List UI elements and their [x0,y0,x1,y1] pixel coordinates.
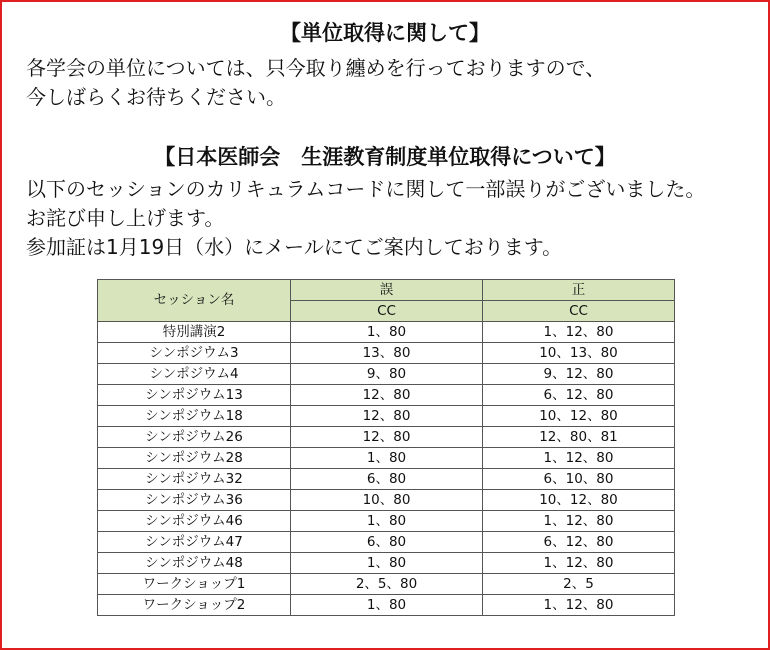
session-name-cell: シンポジウム4 [98,364,291,385]
session-name-cell: ワークショップ2 [98,595,291,616]
credit-line-1: 各学会の単位については、只今取り纏めを行っておりますので、 [26,56,606,80]
correct-cc-cell: 6、12、80 [483,385,675,406]
wrong-cc-cell: 6、80 [291,469,483,490]
table-row [98,427,675,448]
wrong-cc-cell: 1、80 [291,595,483,616]
correct-cc-cell: 10、12、80 [483,490,675,511]
wrong-cc-cell: 1、80 [291,448,483,469]
wrong-cc-cell: 1、80 [291,511,483,532]
table-row [98,343,675,364]
session-name-cell: シンポジウム18 [98,406,291,427]
wrong-cc-cell: 12、80 [291,427,483,448]
wrong-cc-cell: 12、80 [291,406,483,427]
jma-heading: 【日本医師会 生涯教育制度単位取得について】 [154,145,616,169]
table-row [98,574,675,595]
session-name-cell: シンポジウム47 [98,532,291,553]
credit-heading: 【単位取得に関して】 [280,21,490,45]
correct-cc-cell: 10、13、80 [483,343,675,364]
correct-cc-cell: 1、12、80 [483,448,675,469]
table-row [98,448,675,469]
wrong-header: 誤 [291,280,483,301]
correct-cc-cell: 2、5 [483,574,675,595]
correct-cc-cell: 1、12、80 [483,322,675,343]
jma-line-2: お詫び申し上げます。 [26,206,225,230]
table-row [98,532,675,553]
table-row [98,322,675,343]
correct-cc-cell: 9、12、80 [483,364,675,385]
table-row [98,511,675,532]
session-name-cell: シンポジウム3 [98,343,291,364]
table-row [98,553,675,574]
wrong-cc-cell: 9、80 [291,364,483,385]
session-name-cell: 特別講演2 [98,322,291,343]
wrong-cc-cell: 2、5、80 [291,574,483,595]
wrong-cc-subheader: CC [291,301,483,322]
session-name-cell: シンポジウム36 [98,490,291,511]
session-name-cell: シンポジウム46 [98,511,291,532]
correct-cc-cell: 10、12、80 [483,406,675,427]
correct-cc-cell: 1、12、80 [483,595,675,616]
wrong-cc-cell: 1、80 [291,322,483,343]
table-row [98,469,675,490]
jma-line-3: 参加証は1月19日（水）にメールにてご案内しております。 [26,235,563,259]
correct-cc-cell: 6、10、80 [483,469,675,490]
wrong-cc-cell: 13、80 [291,343,483,364]
correct-cc-cell: 6、12、80 [483,532,675,553]
table-row [98,490,675,511]
session-name-cell: シンポジウム32 [98,469,291,490]
curriculum-code-table [97,279,675,616]
session-name-cell: シンポジウム26 [98,427,291,448]
credit-paragraph [26,54,605,112]
credit-line-2: 今しばらくお待ちください。 [26,85,286,109]
correct-cc-subheader: CC [483,301,675,322]
wrong-cc-cell: 12、80 [291,385,483,406]
session-name-cell: シンポジウム13 [98,385,291,406]
table-row [98,364,675,385]
table-row [98,385,675,406]
jma-line-1: 以下のセッションのカリキュラムコードに関して一部誤りがございました。 [26,177,706,201]
correct-cc-cell: 12、80、81 [483,427,675,448]
wrong-cc-cell: 10、80 [291,490,483,511]
correct-cc-cell: 1、12、80 [483,511,675,532]
correct-cc-cell: 1、12、80 [483,553,675,574]
wrong-cc-cell: 1、80 [291,553,483,574]
table-row [98,595,675,616]
correct-header: 正 [483,280,675,301]
session-name-header: セッション名 [98,280,291,322]
table-body [98,322,675,616]
session-name-cell: シンポジウム48 [98,553,291,574]
wrong-cc-cell: 6、80 [291,532,483,553]
session-name-cell: ワークショップ1 [98,574,291,595]
session-name-cell: シンポジウム28 [98,448,291,469]
jma-paragraph [26,175,705,262]
table-row [98,406,675,427]
